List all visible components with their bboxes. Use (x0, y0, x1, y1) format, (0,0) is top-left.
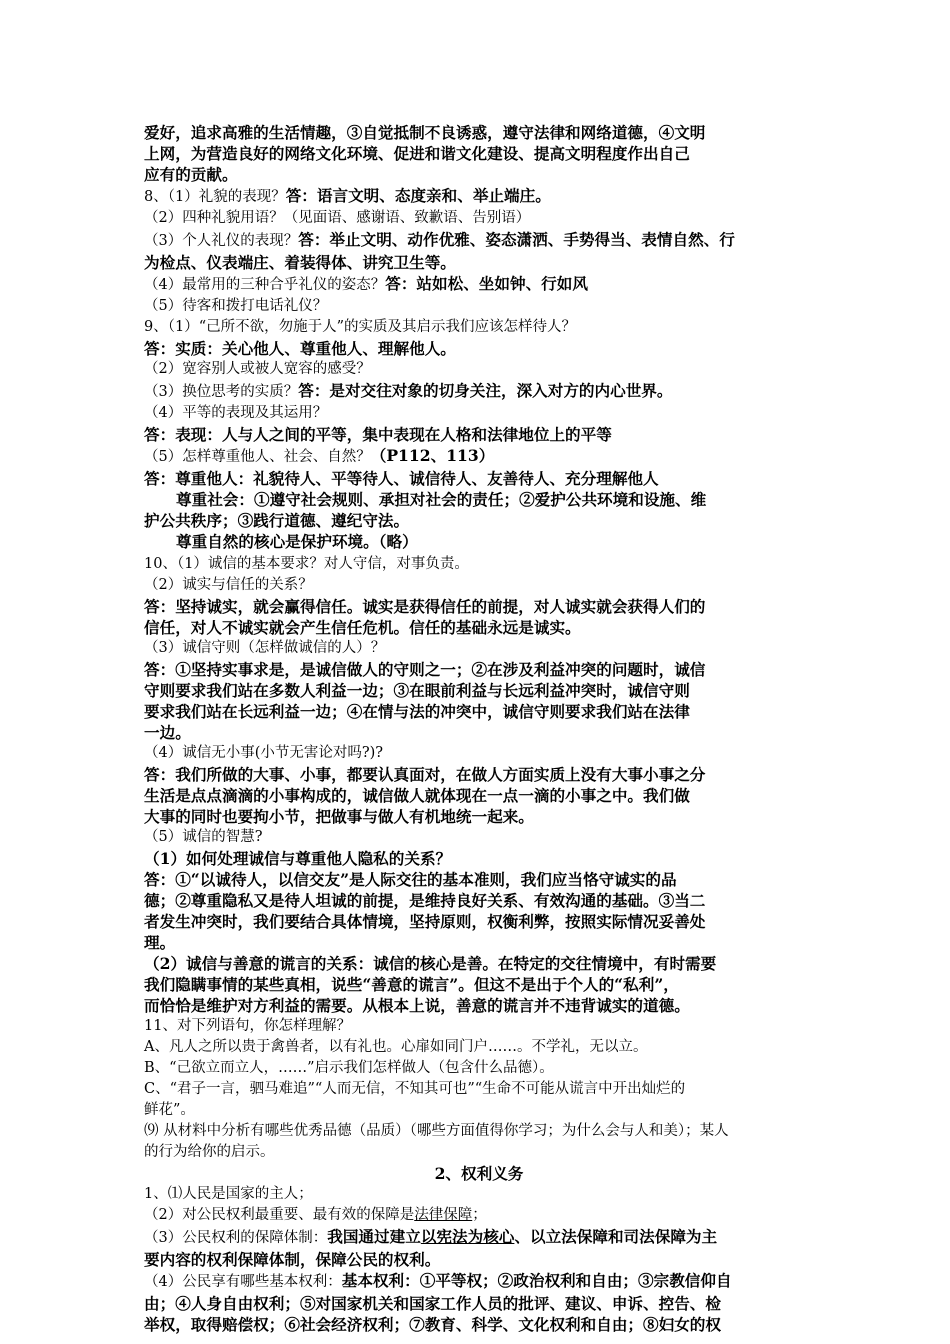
q10-5: （5）诚信的智慧? (144, 829, 263, 845)
s2-q3-answer-start: 我国通过建立 (327, 1227, 421, 1246)
q8-5: （5）待客和拨打电话礼仪？ (144, 298, 328, 314)
q8-4 (144, 273, 814, 296)
q9-1: 9、（1）“己所不欲，勿施于人”的实质及其启示我们应该怎样待人？ (144, 319, 577, 335)
q11-b: B、“己欲立而立人，……”启示我们怎样做人（包含什么品德）。 (144, 1060, 554, 1076)
q11-c-1: C、“君子一言，驷马难追”“人而无信，不知其可也”“生命不可能从谎言中开出灿烂的 (144, 1081, 686, 1097)
q9-4-answer: 答：表现：人与人之间的平等，集中表现在人格和法律地位上的平等 (144, 425, 612, 444)
q10-sub-2-line-3: 而恰恰是维护对方利益的需要。从根本上说，善意的谎言并不违背诚实的道德。 (144, 996, 690, 1015)
s2-q4-answer-2: 由；④人身自由权利；⑤对国家机关和国家工作人员的批评、建议、申诉、控告、检 (144, 1294, 721, 1313)
q9-1-answer: 答：实质：关心他人、尊重他人、理解他人。 (144, 339, 456, 358)
s2-q4-question: （4）公民享有哪些基本权利： (144, 1274, 342, 1290)
s2-q2 (144, 1205, 814, 1226)
q10-1 (144, 552, 814, 575)
q10-1-text: 10、（1）诚信的基本要求？对人守信，对事负责。 (144, 556, 469, 572)
q9-5-answer-4: 尊重自然的核心是保护环境。（略） (176, 532, 418, 551)
s2-q2-end: ； (472, 1207, 487, 1223)
section-2-title: 2、权利义务 (434, 1164, 524, 1183)
q9-5-answer-2: 尊重社会：①遵守社会规则、承担对社会的责任；②爱护公共环境和设施、维 (176, 490, 707, 509)
s2-q3-underlined: 以宪法为核心 (420, 1227, 515, 1246)
q9-3 (144, 380, 814, 403)
q9-5-page-ref: （P112、113） (370, 446, 495, 465)
q10-sub-2-line-1: （2）诚信与善意的谎言的关系：诚信的核心是善。在特定的交往情境中，有时需要 (144, 954, 717, 973)
s2-q2-text: （2）对公民权利最重要、最有效的保障是 (144, 1207, 415, 1223)
q9-5-answer-3: 护公共秩序；③践行道德、遵纪守法。 (144, 511, 410, 530)
q10-3-answer-1: 答：①坚持实事求是，是诚信做人的守则之一；②在涉及利益冲突的问题时，诚信 (144, 660, 706, 679)
s2-q3 (144, 1226, 814, 1249)
q11-n-1: ⑼ 从材料中分析有哪些优秀品德（品质）（哪些方面值得你学习；为什么会与人和美）；某人 (144, 1123, 729, 1139)
q10-4: （4）诚信无小事(小节无害论对吗?)? (144, 745, 384, 761)
intro-line-2: 上网，为营造良好的网络文化环境、促进和谐文化建设、提高文明程度作出自己 (144, 144, 690, 163)
q9-5-answer-1: 答：尊重他人：礼貌待人、平等待人、诚信待人、友善待人、充分理解他人 (144, 469, 659, 488)
q8-4-answer: 答：站如松、坐如钟、行如风 (385, 274, 588, 293)
q9-2: （2）宽容别人或被人宽容的感受？ (144, 361, 371, 377)
q8-1 (144, 185, 814, 208)
s2-q2-underlined: 法律保障 (414, 1207, 473, 1223)
q11-a: A、凡人之所以贵于禽兽者，以有礼也。心扉如同门户……。不学礼，无以立。 (144, 1039, 648, 1055)
q11-c-2: 鲜花”。 (144, 1102, 195, 1118)
document-page (144, 122, 814, 1335)
q10-3-answer-2: 守则要求我们站在多数人利益一边；③在眼前利益与长远利益冲突时，诚信守则 (144, 681, 690, 700)
s2-q3-answer-end: 、以立法保障和司法保障为主 (514, 1227, 718, 1246)
q8-4-question: （4）最常用的三种合乎礼仪的姿态？ (144, 277, 386, 293)
q10-sub-1-answer-1: 答：①“以诚待人，以信交友”是人际交往的基本准则，我们应当恪守诚实的品 (144, 870, 677, 889)
s2-q4-answer-3: 举权，取得赔偿权；⑥社会经济权利；⑦教育、科学、文化权利和自由；⑧妇女的权 (144, 1315, 721, 1334)
q10-4-answer-1: 答：我们所做的大事、小事，都要认真面对，在做人方面实质上没有大事小事之分 (144, 765, 706, 784)
s2-q4-answer: 基本权利：①平等权；②政治权利和自由；③宗教信仰自 (341, 1271, 732, 1290)
q8-2: （2）四种礼貌用语？（见面语、感谢语、致歉语、告别语） (144, 210, 531, 226)
q10-sub-2-line-2: 我们隐瞒事情的某些真相，说些“善意的谎言”。但这不是出于个人的“私利”， (144, 975, 679, 994)
q10-sub-1-answer-3: 者发生冲突时，我们要结合具体情境，坚持原则，权衡利弊，按照实际情况妥善处 (144, 912, 706, 931)
s2-q3-question: （3）公民权利的保障体制： (144, 1230, 328, 1246)
q9-5-question: （5）怎样尊重他人、社会、自然？ (144, 449, 371, 465)
q8-1-answer: 答：语言文明、态度亲和、举止端庄。 (285, 186, 551, 205)
q11-n-2: 的行为给你的启示。 (144, 1144, 275, 1160)
q8-3-answer: 答：举止文明、动作优雅、姿态潇洒、手势得当、表情自然、行 (298, 230, 735, 249)
q10-3: （3）诚信守则（怎样做诚信的人）？ (144, 640, 386, 656)
q10-3-answer-4: 一边。 (144, 723, 191, 742)
intro-line-1: 爱好，追求高雅的生活情趣，③自觉抵制不良诱惑，遵守法律和网络道德，④文明 (144, 123, 706, 142)
q8-3-answer-cont: 为检点、仪表端庄、着装得体、讲究卫生等。 (144, 253, 456, 272)
q10-2-answer-2: 信任，对人不诚实就会产生信任危机。信任的基础永远是诚实。 (144, 618, 581, 637)
q8-1-question: 8、（1）礼貌的表现？ (144, 189, 286, 205)
q9-3-question: （3）换位思考的实质？ (144, 384, 299, 400)
s2-q1: 1、⑴人民是国家的主人； (144, 1186, 313, 1202)
q10-3-answer-3: 要求我们站在长远利益一边；④在情与法的冲突中，诚信守则要求我们站在法律 (144, 702, 690, 721)
q8-3 (144, 229, 814, 252)
s2-q3-answer-cont: 要内容的权利保障体制，保障公民的权利。 (144, 1250, 441, 1269)
q10-2-answer-1: 答：坚持诚实，就会赢得信任。诚实是获得信任的前提，对人诚实就会获得人们的 (144, 597, 706, 616)
q9-3-answer: 答：是对交往对象的切身关注，深入对方的内心世界。 (298, 381, 673, 400)
q9-4: （4）平等的表现及其运用？ (144, 405, 328, 421)
q9-5 (144, 445, 814, 468)
q10-4-answer-3: 大事的同时也要拘小节，把做事与做人有机地统一起来。 (144, 807, 534, 826)
intro-line-3: 应有的贡献。 (144, 165, 238, 184)
q10-sub-1-answer-4: 理。 (144, 933, 176, 952)
q10-sub-1: （1）如何处理诚信与尊重他人隐私的关系？ (144, 849, 452, 868)
s2-q4 (144, 1270, 814, 1293)
q10-2: （2）诚实与信任的关系？ (144, 577, 313, 593)
q11-intro: 11、对下列语句，你怎样理解？ (144, 1018, 351, 1034)
q10-4-answer-2: 生活是点点滴滴的小事构成的，诚信做人就体现在一点一滴的小事之中。我们做 (144, 786, 690, 805)
q8-3-question: （3）个人礼仪的表现？ (144, 233, 299, 249)
q10-sub-1-answer-2: 德；②尊重隐私又是待人坦诚的前提，是维持良好关系、有效沟通的基础。③当二 (144, 891, 706, 910)
